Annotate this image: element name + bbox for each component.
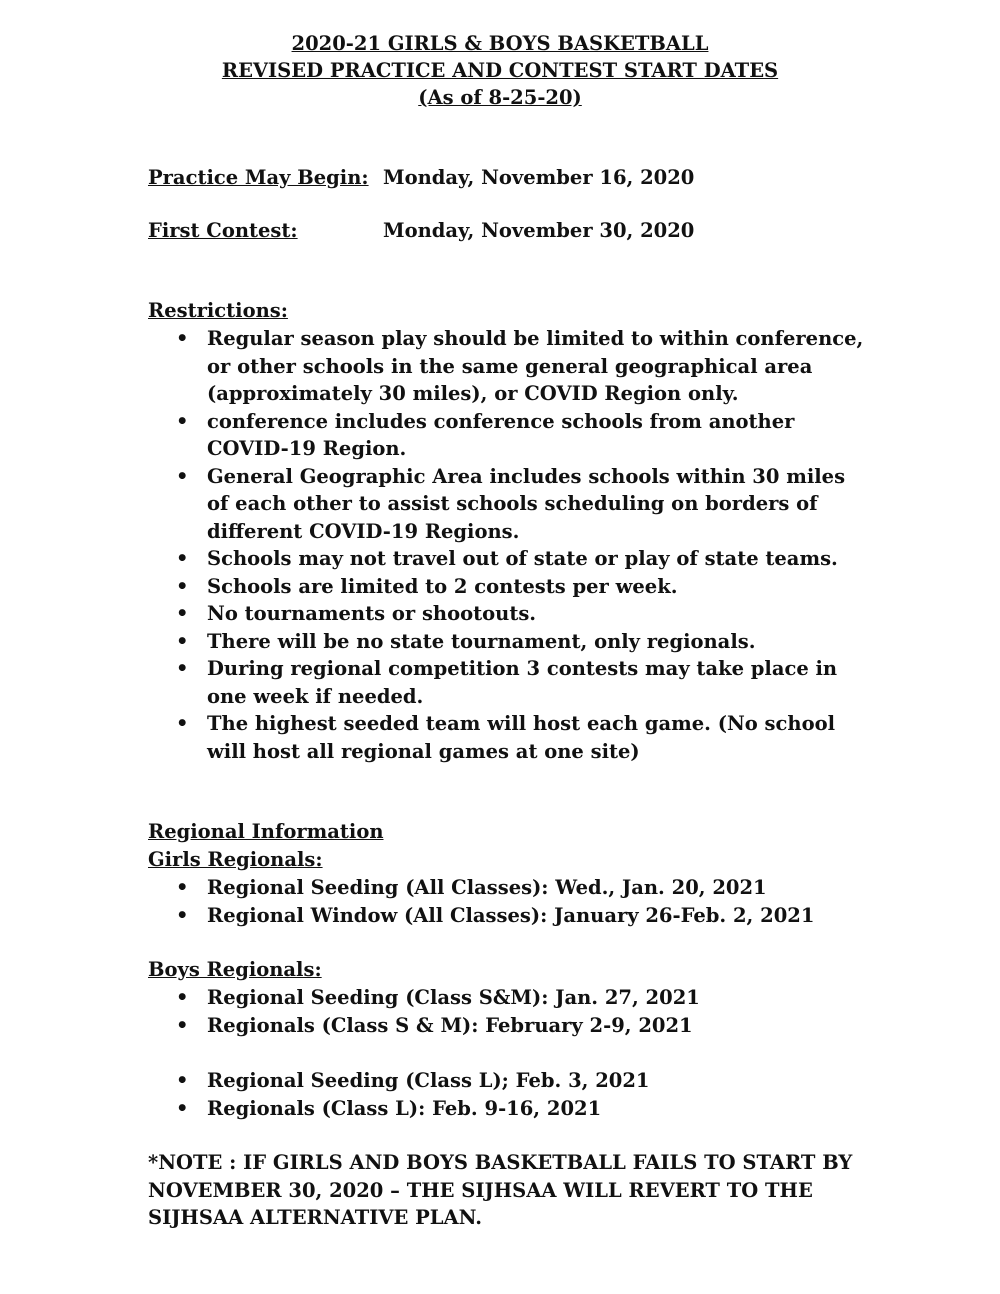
bullet-icon: • <box>176 1013 189 1037</box>
bullet-icon: • <box>176 876 189 899</box>
title-line-2: REVISED PRACTICE AND CONTEST START DATES <box>221 59 779 82</box>
list-item: • During regional competition 3 contests may take place in one week if needed. <box>176 657 838 708</box>
boys-regionals-l-list <box>148 1067 868 1122</box>
list-item: • General Geographic Area includes schools within 30 miles of each other to assist schools scheduling on borders of different COVID-19 Regions. <box>176 464 846 543</box>
document-title <box>0 30 1000 111</box>
practice-begin-value: Monday, November 16, 2020 <box>383 166 695 189</box>
list-item: • Regionals (Class L): Feb. 9-16, 2021 <box>148 1095 868 1123</box>
bullet-icon: • <box>176 409 189 433</box>
list-item: • The highest seeded team will host each game. (No school will host all regional games at one site) <box>176 712 836 763</box>
list-item: • Regional Window (All Classes): January 26-Feb. 2, 2021 <box>148 902 868 930</box>
bullet-icon: • <box>176 1069 189 1092</box>
bullet-icon: • <box>176 602 189 625</box>
boys-regionals-sm-list <box>148 984 868 1039</box>
first-contest-row <box>148 217 694 245</box>
revert-plan-note: *NOTE : IF GIRLS AND BOYS BASKETBALL FAILS TO START BY NOVEMBER 30, 2020 – THE SIJHSAA WILL REVERT TO THE SIJHSAA ALTERNATIVE PLAN. <box>148 1151 853 1229</box>
list-item: • Regional Seeding (Class S&M): Jan. 27, 2021 <box>148 984 868 1012</box>
list-item: • Regional Seeding (Class L); Feb. 3, 2021 <box>148 1067 868 1095</box>
list-item: • Schools may not travel out of state or play of state teams. <box>148 545 868 573</box>
restrictions-list <box>148 325 868 765</box>
first-contest-label: First Contest: <box>148 219 298 242</box>
list-item: • No tournaments or shootouts. <box>148 600 868 628</box>
first-contest-value: Monday, November 30, 2020 <box>383 219 695 242</box>
list-item: • Regional Seeding (All Classes): Wed., Jan. 20, 2021 <box>148 874 868 902</box>
practice-begin-row <box>148 164 694 192</box>
bullet-icon: • <box>176 903 189 927</box>
title-line-1: 2020-21 GIRLS & BOYS BASKETBALL <box>291 32 709 55</box>
girls-regionals-list <box>148 874 868 929</box>
bullet-icon: • <box>176 327 189 350</box>
list-item: • Regular season play should be limited to within conference, or other schools in the same general geographical area (approximately 30 miles), or COVID Region only. <box>176 327 864 405</box>
bullet-icon: • <box>176 547 189 570</box>
bullet-icon: • <box>176 657 189 680</box>
bullet-icon: • <box>176 712 189 735</box>
bullet-icon: • <box>176 464 189 488</box>
bullet-icon: • <box>176 1096 189 1120</box>
list-item: • There will be no state tournament, only regionals. <box>148 628 868 656</box>
bullet-icon: • <box>176 629 189 653</box>
boys-regionals-heading: Boys Regionals: <box>148 958 322 981</box>
list-item: • Regionals (Class S & M): February 2-9, 2021 <box>148 1012 868 1040</box>
restrictions-heading: Restrictions: <box>148 299 288 322</box>
girls-regionals-heading: Girls Regionals: <box>148 848 323 871</box>
title-line-3: (As of 8-25-20) <box>418 86 582 109</box>
list-item: • conference includes conference schools from another COVID-19 Region. <box>176 409 795 460</box>
regional-information-heading: Regional Information <box>148 820 384 843</box>
list-item: • Schools are limited to 2 contests per week. <box>148 573 868 601</box>
bullet-icon: • <box>176 574 189 598</box>
practice-begin-label: Practice May Begin: <box>148 166 369 189</box>
bullet-icon: • <box>176 986 189 1009</box>
